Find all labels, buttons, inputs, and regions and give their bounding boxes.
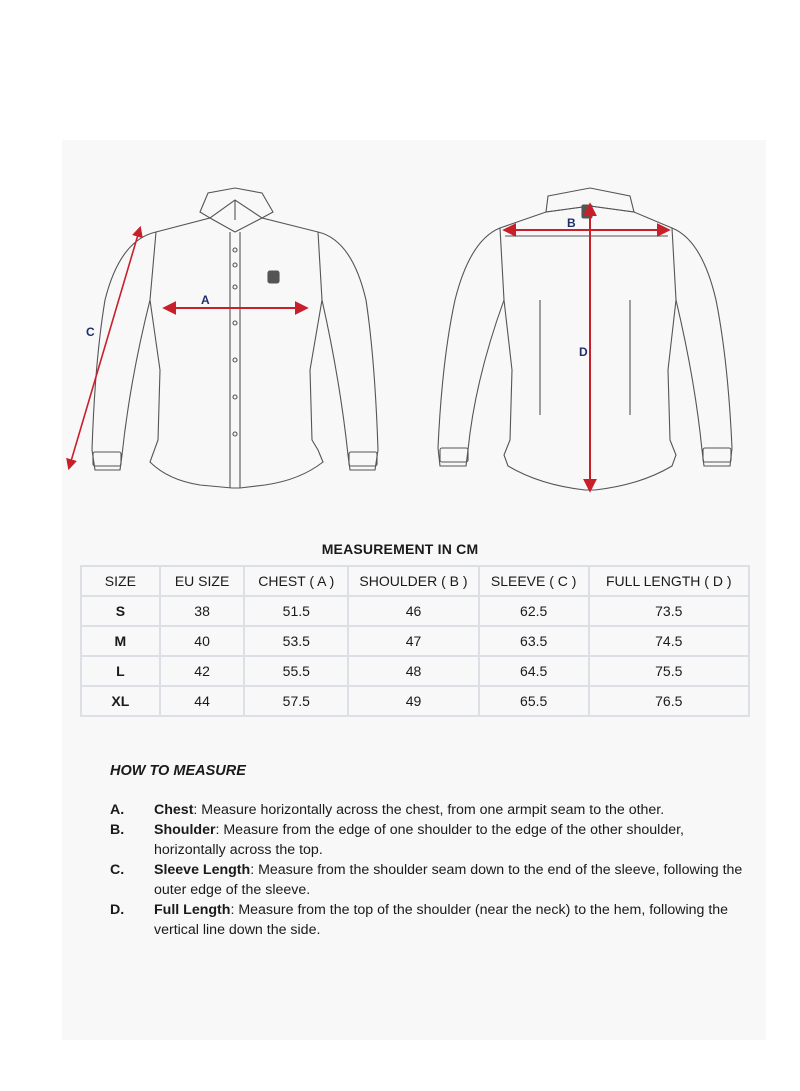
label-a: A xyxy=(201,293,210,307)
instruction-letter: D. xyxy=(110,902,125,918)
cell-shoulder: 48 xyxy=(348,656,479,686)
instruction-text: : Measure from the edge of one shoulder to the edge of the other shoulder, horizontally across the top. xyxy=(154,822,684,858)
table-row xyxy=(81,686,749,716)
cell-eu-size: 40 xyxy=(160,626,245,656)
cell-chest: 57.5 xyxy=(244,686,348,716)
instruction-item xyxy=(110,800,750,820)
cell-full-length: 75.5 xyxy=(589,656,749,686)
cell-sleeve: 64.5 xyxy=(479,656,589,686)
cell-eu-size: 38 xyxy=(160,596,245,626)
header-eu-size: EU SIZE xyxy=(160,566,245,596)
instruction-item xyxy=(110,900,750,940)
header-size: SIZE xyxy=(81,566,160,596)
instructions-list xyxy=(110,800,750,940)
table-title: MEASUREMENT IN CM xyxy=(321,541,479,557)
cell-chest: 53.5 xyxy=(244,626,348,656)
cell-size: XL xyxy=(81,686,160,716)
header-chest: CHEST ( A ) xyxy=(244,566,348,596)
cell-full-length: 76.5 xyxy=(589,686,749,716)
size-table xyxy=(80,565,750,717)
label-b: B xyxy=(567,216,576,230)
cell-sleeve: 62.5 xyxy=(479,596,589,626)
shirt-diagram xyxy=(0,150,800,510)
cell-eu-size: 44 xyxy=(160,686,245,716)
instruction-item xyxy=(110,820,750,860)
instruction-text: : Measure horizontally across the chest, from one armpit seam to the other. xyxy=(193,802,665,818)
instruction-term: Chest xyxy=(154,802,194,818)
cell-full-length: 74.5 xyxy=(589,626,749,656)
header-full-length: FULL LENGTH ( D ) xyxy=(589,566,749,596)
cell-chest: 51.5 xyxy=(244,596,348,626)
cell-shoulder: 47 xyxy=(348,626,479,656)
instruction-term: Full Length xyxy=(154,902,231,918)
shirt-diagram-svg xyxy=(0,150,800,510)
instruction-term: Sleeve Length xyxy=(154,862,251,878)
cell-sleeve: 65.5 xyxy=(479,686,589,716)
instruction-item xyxy=(110,860,750,900)
sleeve-arrow xyxy=(69,228,140,468)
table-row xyxy=(81,596,749,626)
table-header-row xyxy=(81,566,749,596)
instruction-term: Shoulder xyxy=(154,822,216,838)
header-shoulder: SHOULDER ( B ) xyxy=(348,566,479,596)
shirt-front-illustration xyxy=(92,188,378,488)
instruction-letter: C. xyxy=(110,862,125,878)
instruction-text: : Measure from the shoulder seam down to the end of the sleeve, following the outer edge of the sleeve. xyxy=(154,862,743,898)
shirt-back-illustration xyxy=(438,188,732,490)
cell-eu-size: 42 xyxy=(160,656,245,686)
cell-full-length: 73.5 xyxy=(589,596,749,626)
cell-shoulder: 46 xyxy=(348,596,479,626)
cell-chest: 55.5 xyxy=(244,656,348,686)
cell-shoulder: 49 xyxy=(348,686,479,716)
cell-size: L xyxy=(81,656,160,686)
instruction-text: : Measure from the top of the shoulder (near the neck) to the hem, following the vertical line down the side. xyxy=(154,902,729,938)
cell-size: M xyxy=(81,626,160,656)
cell-sleeve: 63.5 xyxy=(479,626,589,656)
table-row xyxy=(81,626,749,656)
instruction-letter: A. xyxy=(110,802,125,818)
label-d: D xyxy=(579,345,588,359)
header-sleeve: SLEEVE ( C ) xyxy=(479,566,589,596)
how-to-measure-title: HOW TO MEASURE xyxy=(110,763,246,779)
instruction-letter: B. xyxy=(110,822,125,838)
label-c: C xyxy=(86,325,95,339)
table-row xyxy=(81,656,749,686)
cell-size: S xyxy=(81,596,160,626)
